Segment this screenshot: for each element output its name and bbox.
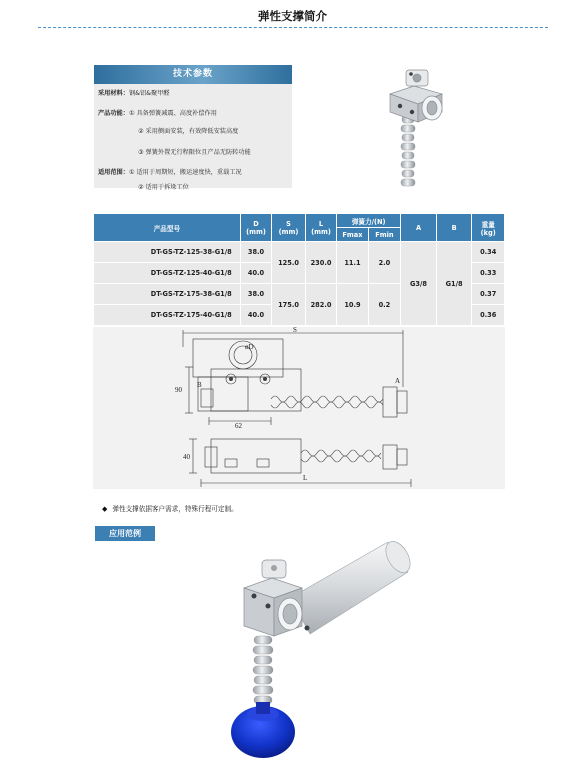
material-line (98, 88, 170, 97)
header-l-label: L (318, 219, 324, 228)
material-label: 采用材料： (98, 90, 129, 97)
cell-fmax: 10.9 (337, 284, 368, 326)
header-d-label: D (253, 219, 259, 228)
cell-model: DT-GS-TZ-125-38-G1/8 (94, 242, 241, 263)
cell-a: G3/8 (401, 242, 437, 326)
application-example-image (228, 536, 413, 762)
function-item: ③ 弹簧外置无行程限位且产品无防转功能 (138, 149, 251, 156)
application-tag: 应用范例 (95, 526, 155, 541)
dim-s-label: S (293, 327, 297, 334)
dim-90-label: 90 (175, 386, 182, 394)
spec-header: 技术参数 (94, 65, 292, 84)
table-row (94, 242, 505, 263)
custom-note (102, 503, 238, 513)
dimension-drawing (93, 327, 505, 489)
col-header-spring: 弹簧力/(N) (337, 214, 401, 228)
col-header-s (272, 214, 306, 242)
col-header-weight (472, 214, 505, 242)
function-item: ② 采用侧面安装，有效降低安装高度 (138, 128, 239, 135)
cell-s: 175.0 (272, 284, 306, 326)
col-header-b: B (436, 214, 472, 242)
col-header-l (305, 214, 336, 242)
col-header-fmin: Fmin (368, 228, 401, 242)
header-l-unit: (mm) (311, 227, 331, 236)
header-weight-label: 重量 (481, 220, 495, 229)
cell-model: DT-GS-TZ-125-40-G1/8 (94, 263, 241, 284)
function-line-1 (98, 108, 217, 117)
diamond-bullet-icon: ◆ (102, 505, 108, 513)
cell-s: 125.0 (272, 242, 306, 284)
cell-model: DT-GS-TZ-175-38-G1/8 (94, 284, 241, 305)
header-s-unit: (mm) (278, 227, 299, 236)
cell-l: 282.0 (305, 284, 336, 326)
scope-item: ② 适用于拆垛工位 (138, 184, 189, 191)
scope-line-1 (98, 167, 242, 176)
port-a-label: A (395, 377, 401, 385)
dim-40-label: 40 (183, 453, 190, 461)
spec-body (94, 84, 292, 191)
col-header-model: 产品型号 (94, 214, 241, 242)
header-d-unit: (mm) (246, 227, 266, 236)
function-label: 产品功能： (98, 110, 129, 117)
cell-weight: 0.37 (472, 284, 505, 305)
cell-weight: 0.34 (472, 242, 505, 263)
scope-label: 适用范围： (98, 169, 129, 176)
col-header-fmax: Fmax (337, 228, 368, 242)
cell-b: G1/8 (436, 242, 472, 326)
cell-model: DT-GS-TZ-175-40-G1/8 (94, 305, 241, 326)
note-text: 弹性支撑依据客户需求，特殊行程可定制。 (112, 505, 238, 513)
header-s-label: S (286, 219, 291, 228)
spec-table (93, 213, 505, 326)
cell-d: 38.0 (240, 284, 271, 305)
cell-d: 38.0 (240, 242, 271, 263)
dim-l-label: L (303, 474, 308, 482)
cell-d: 40.0 (240, 263, 271, 284)
material-value: 钢&铝&聚甲醛 (128, 90, 170, 97)
col-header-a: A (401, 214, 437, 242)
cell-l: 230.0 (305, 242, 336, 284)
technical-drawing (93, 327, 505, 489)
scope-item: ① 适用于周期短，搬运速度快，重载工况 (128, 169, 242, 176)
dim-62-label: 62 (235, 422, 242, 430)
col-header-d (240, 214, 271, 242)
cell-d: 40.0 (240, 305, 271, 326)
page-title: 弹性支撑简介 (258, 9, 327, 23)
elastic-support-product-image (384, 60, 456, 193)
header-weight-unit: (kg) (480, 228, 496, 237)
cell-fmin: 0.2 (368, 284, 401, 326)
title-divider (38, 27, 548, 28)
cell-weight: 0.36 (472, 305, 505, 326)
function-item: ① 具备弹簧减震、高度补偿作用 (128, 110, 217, 117)
cell-fmin: 2.0 (368, 242, 401, 284)
port-b-label: B (197, 381, 202, 389)
cell-fmax: 11.1 (337, 242, 368, 284)
dim-d-label: øD (245, 343, 254, 351)
cell-weight: 0.33 (472, 263, 505, 284)
